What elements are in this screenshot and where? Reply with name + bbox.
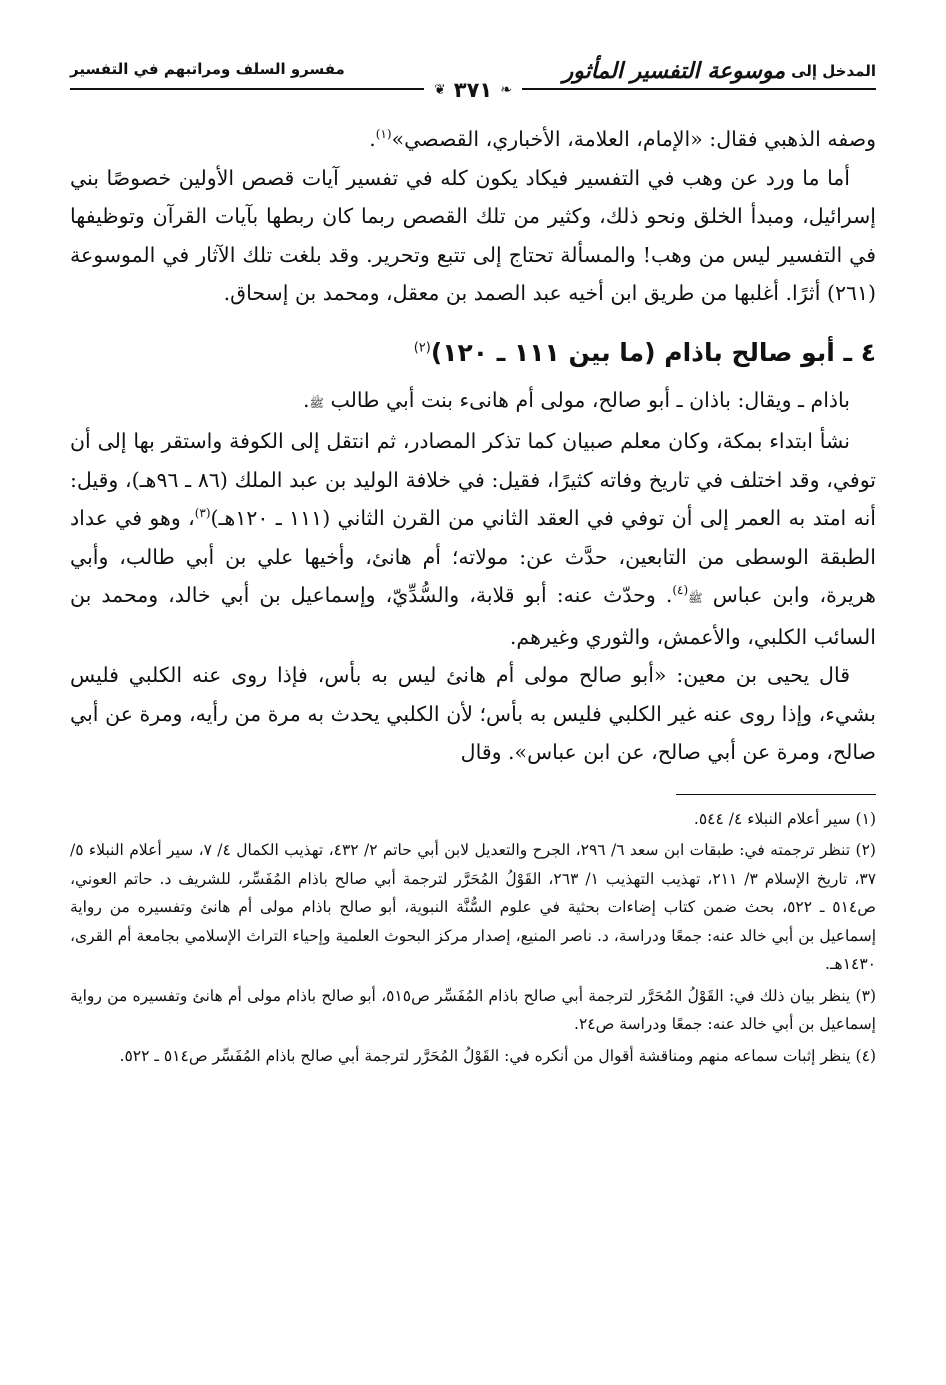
book-title-block: [563, 58, 876, 84]
header-prefix: المدخل إلى: [791, 62, 876, 80]
honorific-icon: ﷺ: [688, 591, 703, 605]
footnote-4: (٤) ينظر إثبات سماعه منهم ومناقشة أقوال من أنكره في: القَوْلُ المُحَرَّر لترجمة أبي صالح باذام المُفَسِّر ص٥١٤ ـ ٥٢٢.: [119, 1046, 876, 1065]
book-page: [70, 48, 876, 1348]
paragraph-end: .: [369, 127, 376, 151]
section-heading: [70, 333, 876, 373]
footnote-2: (٢) تنظر ترجمته في: طبقات ابن سعد ٦/ ٢٩٦، الجرح والتعديل لابن أبي حاتم ٢/ ٤٣٢، تهذيب الكمال ٤/ ٧، سير أعلام النبلاء ٥/ ٣٧، تاريخ الإسلام ٣/ ٢١١، تهذيب التهذيب ١/ ٢٦٣، القَوْلُ المُحَرَّر لترجمة أبي صالح باذام المُفَسِّر، للشريف د. حاتم العوني، ص٥١٤ ـ ٥٢٢، بحث ضمن كتاب إضاءات بحثية في علوم السُّنَّة النبوية، أبو صالح باذام مولى أم هانئ وتفسيره من رواية إسماعيل بن أبي خالد عنه: جمعًا ودراسة، د. ناصر المنيع، إصدار مركز البحوث العلمية وإحياء التراث الإسلامي بجامعة أم القرى، ١٤٣٠هـ.: [70, 841, 877, 973]
footnote-1: (١) سير أعلام النبلاء ٤/ ٥٤٤.: [693, 809, 876, 828]
paragraph-dhahabi: [70, 120, 876, 159]
page-header: [70, 48, 876, 114]
footnote-3: (٣) ينظر بيان ذلك في: القَوْلُ المُحَرَّر لترجمة أبي صالح باذام المُفَسِّر ص٥١٥، أبو صالح باذام مولى أم هانئ وتفسيره من رواية إسماعيل بن أبي خالد عنه: جمعًا ودراسة ص٢٤.: [70, 986, 876, 1033]
paragraph-text: باذام ـ ويقال: باذان ـ أبو صالح، مولى أم هانىء بنت أبي طالب: [330, 387, 850, 412]
paragraph-text: وصفه الذهبي فقال: «الإمام، العلامة، الأخباري، القصصي»: [391, 127, 876, 151]
paragraph-text-a: نشأ ابتداء بمكة، وكان معلم صبيان كما تذكر المصادر، ثم انتقل إلى الكوفة واستقر بها إلى أن توفي، وقد اختلف في تاريخ وفاته كثيرًا، فقيل: في خلافة الوليد بن عبد الملك (٨٦ ـ ٩٦هـ)، وقيل: أنه امتد به العمر إلى أن توفي في العقد الثاني من القرن الثاني (١١١ ـ ١٢٠هـ): [70, 429, 877, 530]
paragraph-wahb: أما ما ورد عن وهب في التفسير فيكاد يكون كله في تفسير آيات قصص الأولين خصوصًا بني إسرائيل، ومبدأ الخلق ونحو ذلك، وكثير من تلك القصص ربما كان ربطها بآيات القرآن وتوظيفها في التفسير ليس من وهب! والمسألة تحتاج إلى تتبع وتحرير. وقد بلغت تلك الآثار في الموسوعة (٢٦١) أثرًا. أغلبها من طريق ابن أخيه عبد الصمد بن معقل، ومحمد بن إسحاق.: [70, 165, 876, 305]
main-text: [70, 120, 876, 772]
paragraph-ibn-maeen: قال يحيى بن معين: «أبو صالح مولى أم هانئ ليس به بأس، فإذا روى عنه الكلبي فليس بشيء، وإذا روى عنه غير الكلبي فليس به بأس؛ لأن الكلبي يحدث به مرة من رأيه، ومرة عن أبي صالح، ومرة عن أبي صالح، عن ابن عباس». وقال: [70, 663, 876, 764]
footnote-ref-1[interactable]: (١): [375, 127, 392, 142]
page-number-box: [424, 78, 522, 102]
section-heading-text: ٤ ـ أبو صالح باذام (ما بين ١١١ ـ ١٢٠): [430, 337, 876, 367]
footnote-ref-3[interactable]: (٣): [194, 506, 211, 521]
page-number: ٣٧١: [453, 78, 493, 102]
paragraph-text-b: ، وهو في عداد الطبقة الوسطى من التابعين، حدَّث عن: مولاته؛ أم هانئ، وأخيها علي بن أبي طالب، وأبي هريرة، وابن عباس: [70, 506, 876, 607]
ornament-right-icon: ❧: [500, 82, 512, 98]
paragraph-name: باذام ـ ويقال: باذان ـ أبو صالح، مولى أم هانىء بنت أبي طالب ﷺ.: [302, 387, 850, 412]
paragraph-biography: [70, 422, 876, 656]
chapter-title: مفسرو السلف ومراتبهم في التفسير: [70, 60, 345, 78]
ornament-left-icon: ❦: [434, 82, 446, 98]
footnote-divider: [676, 794, 876, 795]
paragraph-text-c: . وحدّث عنه: أبو قلابة، والسُّدِّيّ، وإسماعيل بن أبي خالد، ومحمد بن السائب الكلبي، والأعمش، والثوري وغيرهم.: [70, 583, 876, 649]
footnote-ref-2[interactable]: (٢): [413, 340, 431, 356]
book-title-logo: موسوعة التفسير المأثور: [562, 58, 786, 84]
footnote-ref-4[interactable]: (٤): [672, 583, 689, 598]
honorific-icon: ﷺ: [309, 395, 324, 410]
footnotes: [70, 805, 876, 1071]
